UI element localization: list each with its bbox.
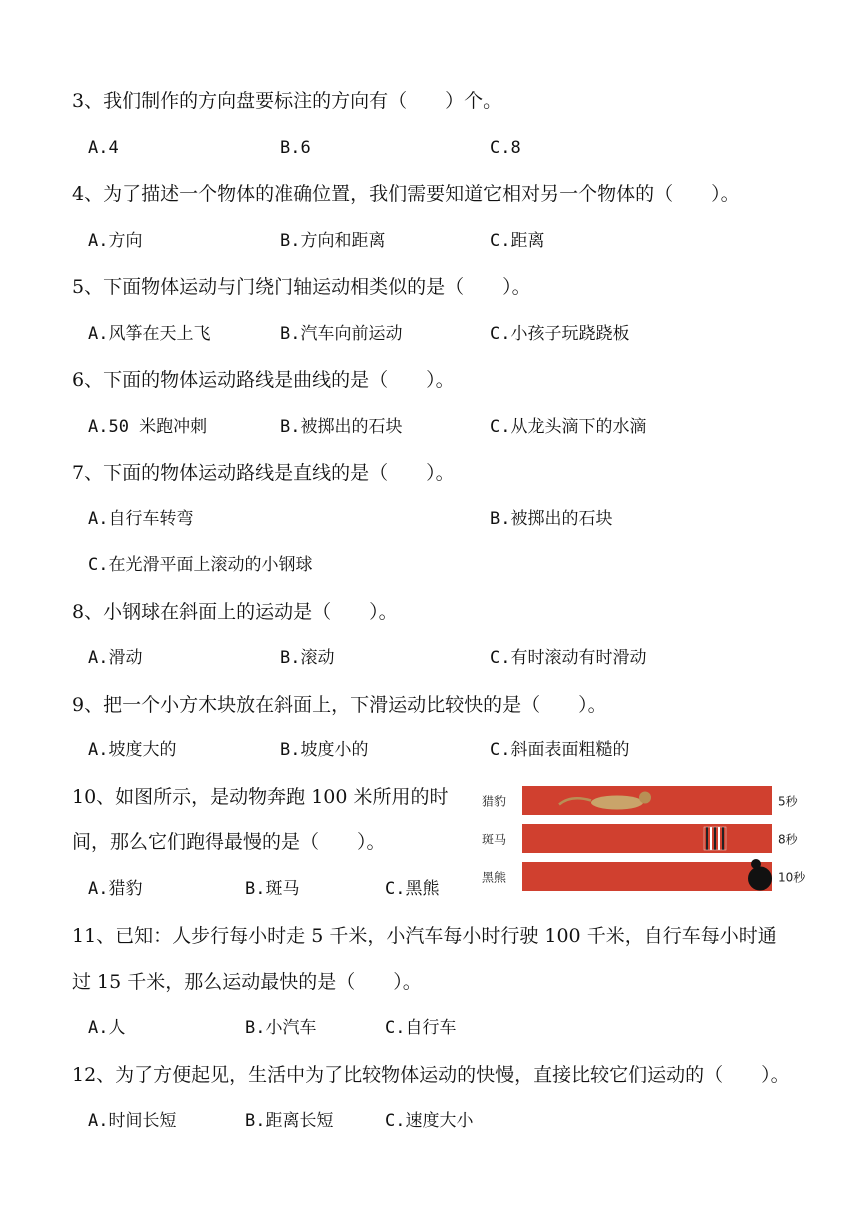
question-5: 5、下面物体运动与门绕门轴运动相类似的是（ ）。 (72, 276, 531, 298)
zebra-icon (704, 827, 726, 850)
animal-speed-chart (478, 781, 808, 893)
q12-option-b[interactable]: B.距离长短 (245, 1111, 334, 1131)
q10-option-a[interactable]: A.猎豹 (88, 879, 143, 899)
chart-bar (522, 862, 772, 891)
q5-option-c[interactable]: C.小孩子玩跷跷板 (490, 324, 630, 344)
question-6: 6、下面的物体运动路线是曲线的是（ ）。 (72, 369, 455, 391)
q5-option-b[interactable]: B.汽车向前运动 (280, 324, 403, 344)
q7-option-c[interactable]: C.在光滑平面上滚动的小钢球 (88, 555, 313, 575)
q7-option-b[interactable]: B.被掷出的石块 (490, 509, 613, 529)
question-4: 4、为了描述一个物体的准确位置，我们需要知道它相对另一个物体的（ ）。 (72, 183, 740, 205)
question-8: 8、小钢球在斜面上的运动是（ ）。 (72, 601, 398, 623)
q8-option-c[interactable]: C.有时滚动有时滑动 (490, 648, 647, 668)
q6-option-c[interactable]: C.从龙头滴下的水滴 (490, 417, 647, 437)
q9-option-a[interactable]: A.坡度大的 (88, 740, 177, 760)
question-9: 9、把一个小方木块放在斜面上，下滑运动比较快的是（ ）。 (72, 694, 607, 716)
q4-option-a[interactable]: A.方向 (88, 231, 143, 251)
q11-option-b[interactable]: B.小汽车 (245, 1018, 317, 1038)
q7-option-a[interactable]: A.自行车转弯 (88, 509, 194, 529)
chart-value-label: 5秒 (778, 794, 798, 809)
q3-option-b[interactable]: B.6 (280, 138, 311, 158)
q9-option-b[interactable]: B.坡度小的 (280, 740, 369, 760)
q11-option-c[interactable]: C.自行车 (385, 1018, 457, 1038)
q3-option-c[interactable]: C.8 (490, 138, 521, 158)
question-3: 3、我们制作的方向盘要标注的方向有（ ）个。 (72, 90, 503, 112)
animal-speed-chart-svg (478, 781, 808, 893)
q9-option-c[interactable]: C.斜面表面粗糙的 (490, 740, 630, 760)
q6-option-b[interactable]: B.被掷出的石块 (280, 417, 403, 437)
question-11-line-2: 过 15 千米，那么运动最快的是（ ）。 (72, 971, 422, 993)
q5-option-a[interactable]: A.风筝在天上飞 (88, 324, 211, 344)
question-11-line-1: 11、已知：人步行每小时走 5 千米，小汽车每小时行驶 100 千米，自行车每小时通 (72, 925, 777, 947)
q3-option-a[interactable]: A.4 (88, 138, 119, 158)
chart-category-label: 猎豹 (482, 794, 507, 809)
chart-value-label: 10秒 (778, 870, 806, 885)
q12-option-a[interactable]: A.时间长短 (88, 1111, 177, 1131)
question-10-line-2: 间，那么它们跑得最慢的是（ ）。 (72, 831, 386, 853)
question-7: 7、下面的物体运动路线是直线的是（ ）。 (72, 462, 455, 484)
chart-bar (522, 824, 772, 853)
question-12: 12、为了方便起见，生活中为了比较物体运动的快慢，直接比较它们运动的（ ）。 (72, 1064, 790, 1086)
chart-value-label: 8秒 (778, 832, 798, 847)
q10-option-c[interactable]: C.黑熊 (385, 879, 440, 899)
q8-option-b[interactable]: B.滚动 (280, 648, 335, 668)
q10-option-b[interactable]: B.斑马 (245, 879, 300, 899)
q4-option-b[interactable]: B.方向和距离 (280, 231, 386, 251)
question-10-line-1: 10、如图所示，是动物奔跑 100 米所用的时 (72, 786, 449, 808)
chart-category-label: 黑熊 (482, 870, 507, 885)
q4-option-c[interactable]: C.距离 (490, 231, 545, 251)
q8-option-a[interactable]: A.滑动 (88, 648, 143, 668)
q11-option-a[interactable]: A.人 (88, 1018, 126, 1038)
q12-option-c[interactable]: C.速度大小 (385, 1111, 474, 1131)
q6-option-a[interactable]: A.50 米跑冲刺 (88, 417, 208, 437)
chart-category-label: 斑马 (482, 832, 507, 847)
